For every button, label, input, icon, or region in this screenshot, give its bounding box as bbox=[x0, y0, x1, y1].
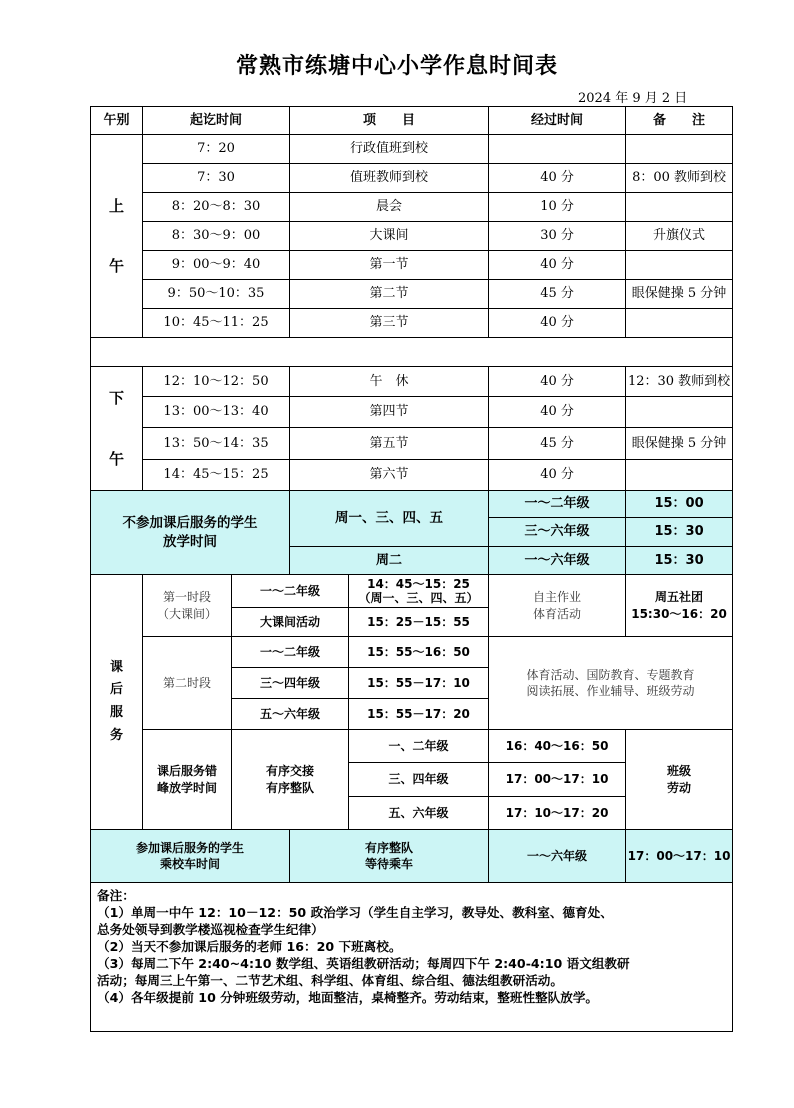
table-row bbox=[91, 222, 733, 251]
duration-cell: 10 分 bbox=[489, 193, 626, 222]
time-cell: 9：00～9：40 bbox=[143, 251, 290, 280]
friday-club bbox=[626, 575, 733, 637]
duration-cell bbox=[489, 135, 626, 164]
no-service-grade: 一～二年级 bbox=[489, 491, 626, 518]
service-label bbox=[91, 575, 143, 830]
period2-activity bbox=[489, 637, 733, 730]
spacer-row bbox=[91, 338, 733, 367]
document-date: 2024 年 9 月 2 日 bbox=[578, 91, 688, 106]
table-row bbox=[91, 309, 733, 338]
period1-activity bbox=[489, 575, 626, 637]
friday-club-line1: 周五社团 bbox=[655, 590, 704, 605]
time-cell: 10：45～11：25 bbox=[143, 309, 290, 338]
no-service-grade: 一～六年级 bbox=[489, 547, 626, 575]
stagger-label-line1: 课后服务错 bbox=[156, 764, 217, 779]
period2-activity-line2: 阅读拓展、作业辅导、班级劳动 bbox=[526, 684, 695, 698]
no-service-days-b: 周二 bbox=[290, 547, 489, 575]
notes-cell bbox=[91, 883, 733, 1032]
bus-label bbox=[91, 830, 290, 883]
duration-cell: 40 分 bbox=[489, 397, 626, 428]
time-cell: 13：50～14：35 bbox=[143, 428, 290, 460]
order-label-line1: 有序交接 bbox=[266, 764, 315, 779]
stagger-time: 17：10～17：20 bbox=[489, 796, 626, 829]
bus-row bbox=[91, 830, 733, 883]
service-label-char: 服 bbox=[109, 705, 123, 721]
time-cell: 7：30 bbox=[143, 164, 290, 193]
period2-time: 15：55～16：50 bbox=[349, 637, 489, 668]
service-row bbox=[91, 575, 733, 608]
no-service-time: 15：30 bbox=[626, 518, 733, 547]
time-cell: 13：00～13：40 bbox=[143, 397, 290, 428]
duration-cell: 30 分 bbox=[489, 222, 626, 251]
duration-cell: 40 分 bbox=[489, 460, 626, 491]
bus-label-line1: 参加课后服务的学生 bbox=[136, 840, 245, 855]
note-cell bbox=[626, 397, 733, 428]
no-service-time: 15：00 bbox=[626, 491, 733, 518]
bus-order bbox=[290, 830, 489, 883]
time-cell: 12：10～12：50 bbox=[143, 367, 290, 397]
order-label bbox=[232, 730, 349, 830]
note-cell bbox=[626, 193, 733, 222]
table-row bbox=[91, 460, 733, 491]
notes-heading: 备注： bbox=[97, 888, 135, 904]
bus-order-line1: 有序整队 bbox=[365, 840, 414, 855]
period1-grade: 大课间活动 bbox=[232, 608, 349, 637]
header-row bbox=[91, 107, 733, 135]
note-cell bbox=[626, 309, 733, 338]
labor-label bbox=[626, 730, 733, 830]
period1-grade: 一～二年级 bbox=[232, 575, 349, 608]
bus-label-line2: 乘校车时间 bbox=[160, 857, 221, 872]
time-cell: 8：20～8：30 bbox=[143, 193, 290, 222]
order-label-line2: 有序整队 bbox=[266, 780, 315, 795]
no-service-label-line1: 不参加课后服务的学生 bbox=[122, 515, 258, 532]
item-cell: 大课间 bbox=[290, 222, 489, 251]
morning-label bbox=[91, 135, 143, 338]
labor-label-line1: 班级 bbox=[667, 764, 692, 779]
duration-cell: 40 分 bbox=[489, 251, 626, 280]
item-cell: 午 休 bbox=[290, 367, 489, 397]
item-cell: 值班教师到校 bbox=[290, 164, 489, 193]
bus-order-line2: 等待乘车 bbox=[365, 857, 414, 872]
friday-club-line2: 15:30～16：20 bbox=[631, 606, 727, 621]
note-cell: 眼保健操 5 分钟 bbox=[626, 280, 733, 309]
item-cell: 第一节 bbox=[290, 251, 489, 280]
period1-activity-line2: 体育活动 bbox=[533, 606, 582, 621]
note-line: （3）每周二下午 2:40~4:10 数学组、英语组教研活动；每周四下午 2:40-4:10 语文组教研 bbox=[97, 956, 630, 972]
duration-cell: 40 分 bbox=[489, 164, 626, 193]
item-cell: 行政值班到校 bbox=[290, 135, 489, 164]
note-cell bbox=[626, 251, 733, 280]
time-cell: 7：20 bbox=[143, 135, 290, 164]
note-cell: 8：00 教师到校 bbox=[626, 164, 733, 193]
note-cell: 12：30 教师到校 bbox=[626, 367, 733, 397]
period2-time: 15：55－17：20 bbox=[349, 699, 489, 730]
table-row bbox=[91, 164, 733, 193]
stagger-grade: 一、二年级 bbox=[349, 730, 489, 763]
table-row bbox=[91, 428, 733, 460]
note-line: （2）当天不参加课后服务的老师 16：20 下班离校。 bbox=[97, 939, 402, 955]
notes-row bbox=[91, 883, 733, 1032]
service-label-char: 课 bbox=[109, 659, 123, 675]
table-row bbox=[91, 280, 733, 309]
period1-time-line2: （周一、三、四、五） bbox=[358, 591, 479, 605]
period2-label: 第二时段 bbox=[143, 637, 232, 730]
service-row bbox=[91, 730, 733, 763]
stagger-time: 16：40～16：50 bbox=[489, 730, 626, 763]
time-cell: 8：30～9：00 bbox=[143, 222, 290, 251]
schedule-table bbox=[90, 106, 733, 1032]
period2-grade: 五～六年级 bbox=[232, 699, 349, 730]
note-line: 总务处领导到教学楼巡视检查学生纪律） bbox=[97, 922, 324, 938]
period2-activity-line1: 体育活动、国防教育、专题教育 bbox=[526, 667, 695, 682]
page-title: 常熟市练塘中心小学作息时间表 bbox=[235, 54, 558, 79]
period1-time: 15：25－15：55 bbox=[349, 608, 489, 637]
note-cell bbox=[626, 135, 733, 164]
afternoon-label-bottom: 午 bbox=[108, 449, 124, 468]
no-service-label-line2: 放学时间 bbox=[163, 533, 217, 550]
spacer-cell bbox=[91, 338, 733, 367]
bus-grade: 一～六年级 bbox=[489, 830, 626, 883]
item-cell: 第四节 bbox=[290, 397, 489, 428]
table-row bbox=[91, 135, 733, 164]
period1-time-line1: 14：45～15：25 bbox=[367, 576, 470, 591]
item-cell: 第三节 bbox=[290, 309, 489, 338]
duration-cell: 40 分 bbox=[489, 309, 626, 338]
note-cell bbox=[626, 460, 733, 491]
service-label-char: 务 bbox=[109, 727, 123, 743]
header-duration: 经过时间 bbox=[489, 107, 626, 135]
no-service-label bbox=[91, 491, 290, 575]
table-row bbox=[91, 397, 733, 428]
service-row bbox=[91, 637, 733, 668]
period1-activity-line1: 自主作业 bbox=[533, 590, 582, 605]
afternoon-label-top: 下 bbox=[108, 389, 124, 408]
stagger-time: 17：00～17：10 bbox=[489, 763, 626, 796]
table-row bbox=[91, 251, 733, 280]
labor-label-line2: 劳动 bbox=[667, 780, 692, 795]
morning-label-bottom: 午 bbox=[108, 257, 124, 275]
stagger-label-line2: 峰放学时间 bbox=[156, 780, 217, 795]
item-cell: 晨会 bbox=[290, 193, 489, 222]
no-service-row bbox=[91, 491, 733, 518]
period2-grade: 三～四年级 bbox=[232, 668, 349, 699]
stagger-grade: 五、六年级 bbox=[349, 796, 489, 829]
header-item: 项 目 bbox=[290, 107, 489, 135]
time-cell: 14：45～15：25 bbox=[143, 460, 290, 491]
afternoon-label bbox=[91, 367, 143, 491]
item-cell: 第五节 bbox=[290, 428, 489, 460]
no-service-grade: 三～六年级 bbox=[489, 518, 626, 547]
note-line: （1）单周一中午 12：10－12：50 政治学习（学生自主学习，教导处、教科室、德育处、 bbox=[97, 905, 613, 921]
table-row bbox=[91, 367, 733, 397]
period2-time: 15：55－17：10 bbox=[349, 668, 489, 699]
item-cell: 第六节 bbox=[290, 460, 489, 491]
period2-grade: 一～二年级 bbox=[232, 637, 349, 668]
duration-cell: 40 分 bbox=[489, 367, 626, 397]
service-label-char: 后 bbox=[109, 682, 123, 698]
period1-label-line1: 第一时段 bbox=[162, 590, 211, 605]
period1-label bbox=[143, 575, 232, 637]
header-note: 备 注 bbox=[626, 107, 733, 135]
period1-time bbox=[349, 575, 489, 608]
no-service-time: 15：30 bbox=[626, 547, 733, 575]
table-row bbox=[91, 193, 733, 222]
stagger-label bbox=[143, 730, 232, 830]
bus-time: 17：00～17：10 bbox=[626, 830, 733, 883]
header-time: 起讫时间 bbox=[143, 107, 290, 135]
header-period: 午别 bbox=[91, 107, 143, 135]
note-line: （4）各年级提前 10 分钟班级劳动，地面整洁，桌椅整齐。劳动结束，整班性整队放学。 bbox=[97, 990, 599, 1006]
item-cell: 第二节 bbox=[290, 280, 489, 309]
stagger-grade: 三、四年级 bbox=[349, 763, 489, 796]
note-line: 活动；每周三上午第一、二节艺术组、科学组、体育组、综合组、德法组教研活动。 bbox=[97, 973, 563, 989]
note-cell: 升旗仪式 bbox=[626, 222, 733, 251]
period1-label-line2: （大课间） bbox=[156, 606, 217, 621]
note-cell: 眼保健操 5 分钟 bbox=[626, 428, 733, 460]
time-cell: 9：50～10：35 bbox=[143, 280, 290, 309]
duration-cell: 45 分 bbox=[489, 280, 626, 309]
morning-label-top: 上 bbox=[108, 196, 124, 215]
no-service-days-a: 周一、三、四、五 bbox=[290, 491, 489, 547]
duration-cell: 45 分 bbox=[489, 428, 626, 460]
